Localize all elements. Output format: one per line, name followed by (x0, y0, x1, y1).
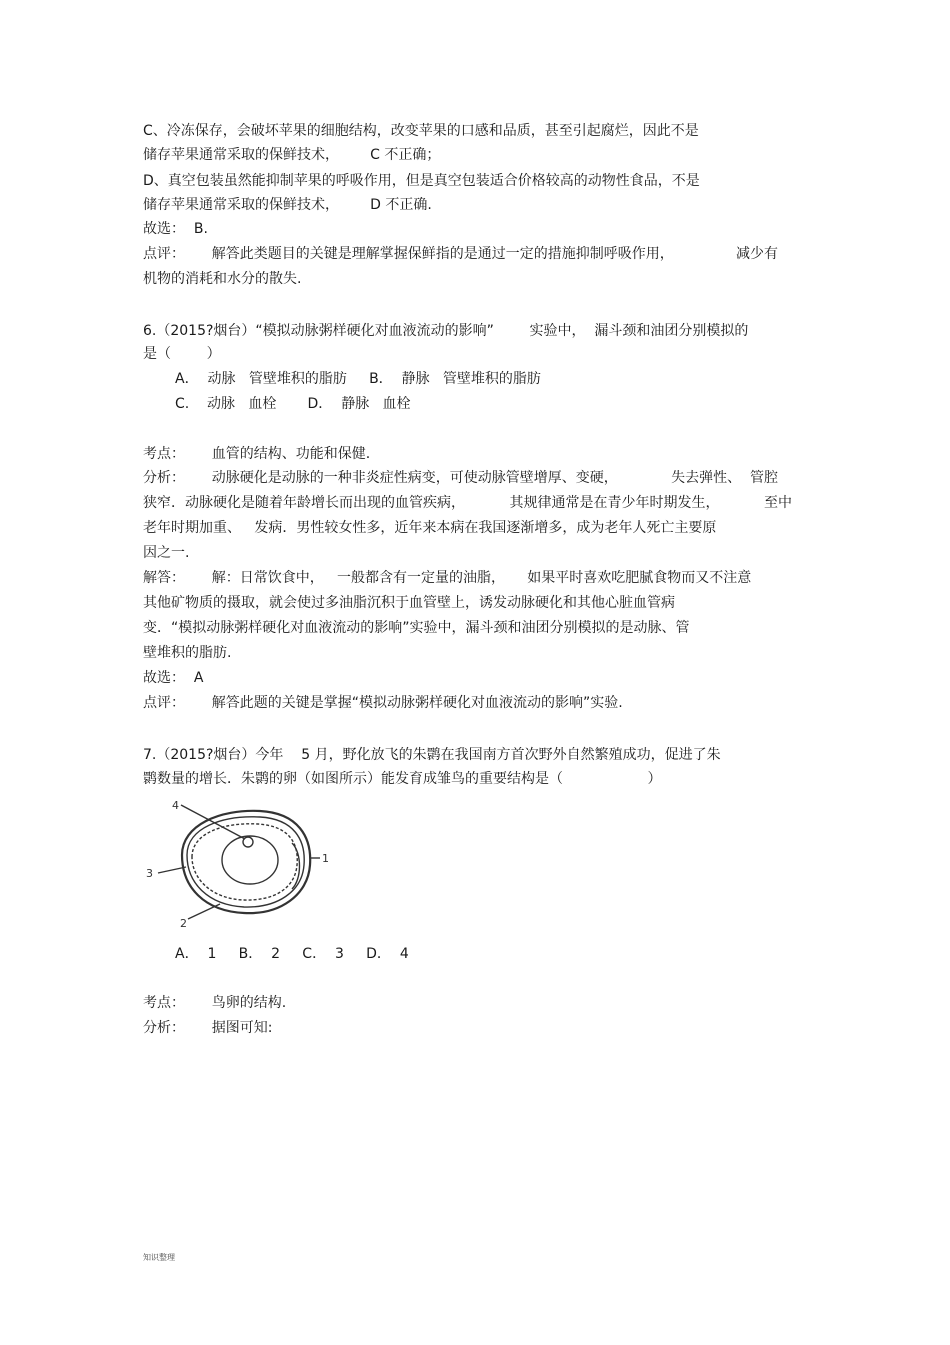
figure-label: 2 (180, 917, 187, 930)
text-line: 是（ ） (143, 346, 221, 362)
options-row: A． 动脉 管壁堆积的脂肪 B． 静脉 管壁堆积的脂肪 (175, 371, 541, 387)
text-line: 机物的消耗和水分的散失. (143, 271, 302, 287)
text-line: 考点： 鸟卵的结构. (143, 995, 287, 1011)
text-line: 老年时期加重、 发病．男性较女性多，近年来本病在我国逐渐增多，成为老年人死亡主要原 (143, 520, 717, 536)
text-line: 分析： 据图可知: (143, 1020, 273, 1036)
text-line: 解答： 解：日常饮食中， 一般都含有一定量的油脂， 如果平时喜欢吃肥腻食物而又不注意 (143, 570, 752, 586)
figure-label: 3 (146, 867, 153, 880)
question-6: 6.（2015?烟台）“模拟动脉粥样硬化对血液流动的影响” 实验中， 漏斗颈和油团分别模拟的 (143, 323, 749, 339)
options-row: C. 动脉 血栓 D． 静脉 血栓 (175, 396, 411, 412)
text-line: 故选： A (143, 670, 204, 686)
text-line: 壁堆积的脂肪. (143, 645, 232, 661)
figure-label: 4 (172, 799, 179, 812)
text-line: 狭窄．动脉硬化是随着年龄增长而出现的血管疾病， 其规律通常是在青少年时期发生， 至中 (143, 495, 793, 511)
text-line: 储存苹果通常采取的保鲜技术， C 不正确； (143, 147, 441, 163)
text-line: 鹮数量的增长．朱鹮的卵（如图所示）能发育成雏鸟的重要结构是（ ） (143, 771, 662, 787)
text-line: 点评： 解答此题的关键是掌握“模拟动脉粥样硬化对血液流动的影响”实验. (143, 695, 623, 711)
options-row: A． 1 B． 2 C． 3 D． 4 (175, 946, 409, 962)
text-line: 储存苹果通常采取的保鲜技术， D 不正确. (143, 197, 432, 213)
text-line: 因之一. (143, 545, 190, 561)
page-footer: 知识整理 (143, 1253, 175, 1262)
text-line: 分析： 动脉硬化是动脉的一种非炎症性病变，可使动脉管壁增厚、变硬， 失去弹性、 管腔 (143, 470, 779, 486)
text-line: 考点： 血管的结构、功能和保健. (143, 446, 371, 462)
text-line: 其他矿物质的摄取，就会使过多油脂沉积于血管壁上，诱发动脉硬化和其他心脏血管病 (143, 595, 675, 611)
text-line: C、冷冻保存，会破坏苹果的细胞结构，改变苹果的口感和品质，甚至引起腐烂，因此不是 (143, 123, 699, 139)
text-line: 点评： 解答此类题目的关键是理解掌握保鲜指的是通过一定的措施抑制呼吸作用， 减少有 (143, 246, 779, 262)
figure-label: 1 (322, 852, 329, 865)
text-line: 故选： B. (143, 221, 208, 237)
text-line: D、真空包装虽然能抑制苹果的呼吸作用，但是真空包装适合价格较高的动物性食品，不是 (143, 173, 700, 189)
egg-diagram (140, 795, 340, 935)
text-line: 变．“模拟动脉粥样硬化对血液流动的影响”实验中，漏斗颈和油团分别模拟的是动脉、管 (143, 620, 690, 636)
question-7: 7.（2015?烟台）今年 5 月，野化放飞的朱鹮在我国南方首次野外自然繁殖成功，促进了朱 (143, 747, 721, 763)
